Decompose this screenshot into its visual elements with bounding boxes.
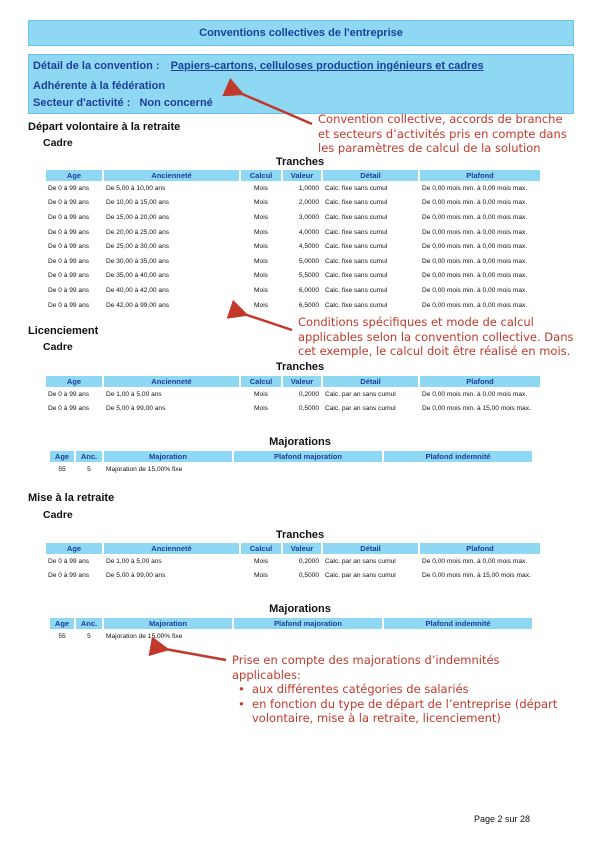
cell-valeur: 5,0000 [298, 257, 319, 265]
cell-plafond: De 0,00 mois min. à 0,00 mois max. [422, 243, 528, 251]
cell-calcul: Mois [254, 572, 268, 580]
cell-detail: Calc. fixe sans cumul [325, 272, 388, 280]
tranches-title: Tranches [275, 156, 325, 168]
cell-age: De 0 à 99 ans [48, 557, 90, 565]
cell-plafond: De 0,00 mois min. à 0,00 mois max. [422, 228, 528, 236]
col-anciennete: Ancienneté [104, 170, 239, 181]
cell-anciennete: De 5,00 à 99,00 ans [106, 572, 166, 580]
cell-detail: Calc. fixe sans cumul [325, 301, 388, 309]
col-age: Age [46, 543, 102, 554]
col-valeur: Valeur [283, 376, 321, 387]
col-age: Age [50, 451, 74, 462]
cell-calcul: Mois [254, 213, 268, 221]
cell-anc: 5 [87, 465, 91, 473]
cell-detail: Calc. par an sans cumul [325, 572, 396, 580]
col-age: Age [46, 376, 102, 387]
col-age: Age [50, 618, 74, 629]
cell-detail: Calc. par an sans cumul [325, 557, 396, 565]
col-anciennete: Ancienneté [104, 376, 239, 387]
col-valeur: Valeur [283, 170, 321, 181]
cell-plafond: De 0,00 mois min. à 0,00 mois max. [422, 301, 528, 309]
cell-plafond: De 0,00 mois min. à 0,00 mois max. [422, 390, 528, 398]
cell-detail: Calc. fixe sans cumul [325, 286, 388, 294]
cell-anciennete: De 1,00 à 5,00 ans [106, 557, 162, 565]
cell-anciennete: De 20,00 à 25,00 ans [106, 228, 170, 236]
cell-detail: Calc. fixe sans cumul [325, 228, 388, 236]
arrow-convention [240, 93, 312, 124]
cell-anciennete: De 30,00 à 35,00 ans [106, 257, 170, 265]
cell-anciennete: De 40,00 à 42,00 ans [106, 286, 170, 294]
col-majoration: Majoration [104, 451, 232, 462]
cell-plafond: De 0,00 mois min. à 0,00 mois max. [422, 199, 528, 207]
cell-plafond: De 0,00 mois min. à 15,00 mois max. [422, 405, 531, 413]
annotation-line: Convention collective, accords de branche [318, 112, 563, 126]
cell-anciennete: De 5,00 à 99,00 ans [106, 405, 166, 413]
tranches-title: Tranches [275, 361, 325, 373]
cell-valeur: 6,5000 [298, 301, 319, 309]
cell-age: De 0 à 99 ans [48, 213, 90, 221]
col-calcul: Calcul [241, 376, 281, 387]
annotation-line: et secteurs d’activités pris en compte dans [318, 126, 567, 141]
cell-detail: Calc. par an sans cumul [325, 405, 396, 413]
col-age: Age [46, 170, 102, 181]
cell-detail: Calc. fixe sans cumul [325, 184, 388, 192]
cell-valeur: 0,5000 [298, 405, 319, 413]
cell-anciennete: De 1,00 à 5,00 ans [106, 390, 162, 398]
cell-calcul: Mois [254, 199, 268, 207]
cell-detail: Calc. fixe sans cumul [325, 199, 388, 207]
tranches-title: Tranches [275, 529, 325, 541]
secteur-label: Secteur d'activité : [33, 97, 131, 109]
cell-valeur: 3,0000 [298, 213, 319, 221]
col-calcul: Calcul [241, 543, 281, 554]
cell-age: De 0 à 99 ans [48, 390, 90, 398]
annotation-line: applicables selon la convention collective. Dans [298, 329, 574, 344]
cell-calcul: Mois [254, 405, 268, 413]
annotation-line: cet exemple, le calcul doit être réalisé en mois. [298, 344, 571, 358]
col-detail: Détail [323, 170, 418, 181]
col-anc: Anc. [76, 618, 102, 629]
cell-anciennete: De 35,00 à 40,00 ans [106, 272, 170, 280]
cell-valeur: 0,5000 [298, 572, 319, 580]
cell-calcul: Mois [254, 184, 268, 192]
annotation-line: Conditions spécifiques et mode de calcul [298, 315, 534, 329]
cell-valeur: 6,0000 [298, 286, 319, 294]
annotation-intro: Prise en compte des majorations d’indemnités applicables: [232, 653, 500, 682]
col-plafond: Plafond [420, 376, 540, 387]
category-cadre: Cadre [43, 509, 73, 521]
col-anciennete: Ancienneté [104, 543, 239, 554]
page-number: Page 2 sur 28 [473, 814, 530, 824]
cell-valeur: 4,0000 [298, 228, 319, 236]
cell-detail: Calc. fixe sans cumul [325, 213, 388, 221]
arrow-majorations [165, 649, 226, 660]
cell-anciennete: De 10,00 à 15,00 ans [106, 199, 170, 207]
col-plafond: Plafond [420, 543, 540, 554]
cell-calcul: Mois [254, 390, 268, 398]
cell-plafond: De 0,00 mois min. à 0,00 mois max. [422, 213, 528, 221]
cell-valeur: 0,2000 [298, 390, 319, 398]
cell-majoration: Majoration de 15,00% fixe [106, 632, 183, 640]
col-plafond-indemnite: Plafond indemnité [384, 451, 532, 462]
majorations-title: Majorations [269, 603, 331, 615]
cell-valeur: 0,2000 [298, 557, 319, 565]
page-title: Conventions collectives de l'entreprise [199, 27, 403, 39]
cell-anciennete: De 5,00 à 10,00 ans [106, 184, 166, 192]
cell-calcul: Mois [254, 272, 268, 280]
cell-majoration: Majoration de 15,00% fixe [106, 465, 183, 473]
cell-age: 55 [58, 465, 66, 473]
col-detail: Détail [323, 376, 418, 387]
cell-age: De 0 à 99 ans [48, 286, 90, 294]
secteur-value: Non concerné [139, 97, 213, 109]
cell-plafond: De 0,00 mois min. à 0,00 mois max. [422, 184, 528, 192]
cell-valeur: 2,0000 [298, 199, 319, 207]
col-anc: Anc. [76, 451, 102, 462]
cell-age: De 0 à 99 ans [48, 572, 90, 580]
cell-calcul: Mois [254, 243, 268, 251]
cell-anciennete: De 25,00 à 30,00 ans [106, 243, 170, 251]
cell-age: De 0 à 99 ans [48, 301, 90, 309]
annotation-bullet: • en fonction du type de départ de l’entreprise (départ volontaire, mise à la retraite, licenciement) [252, 697, 572, 726]
cell-anciennete: De 15,00 à 20,00 ans [106, 213, 170, 221]
majorations-title: Majorations [269, 436, 331, 448]
cell-detail: Calc. fixe sans cumul [325, 257, 388, 265]
convention-detail-link[interactable]: Papiers-cartons, celluloses production ingénieurs et cadres [170, 60, 484, 72]
cell-detail: Calc. par an sans cumul [325, 390, 396, 398]
cell-age: De 0 à 99 ans [48, 228, 90, 236]
cell-calcul: Mois [254, 257, 268, 265]
convention-detail-label: Détail de la convention : [33, 60, 160, 72]
cell-plafond: De 0,00 mois min. à 0,00 mois max. [422, 257, 528, 265]
cell-age: De 0 à 99 ans [48, 405, 90, 413]
col-majoration: Majoration [104, 618, 232, 629]
section-title-mise-retraite: Mise à la retraite [28, 492, 115, 504]
annotation-bullet: • aux différentes catégories de salariés [252, 682, 572, 697]
cell-valeur: 1,0000 [298, 184, 319, 192]
annotation-line: les paramètres de calcul de la solution [318, 141, 541, 155]
cell-valeur: 4,5000 [298, 243, 319, 251]
cell-calcul: Mois [254, 228, 268, 236]
cell-age: De 0 à 99 ans [48, 243, 90, 251]
category-cadre: Cadre [43, 341, 73, 353]
section-title-depart-volontaire: Départ volontaire à la retraite [28, 121, 181, 133]
col-plafond-majoration: Plafond majoration [234, 451, 382, 462]
cell-detail: Calc. fixe sans cumul [325, 243, 388, 251]
cell-plafond: De 0,00 mois min. à 0,00 mois max. [422, 272, 528, 280]
cell-plafond: De 0,00 mois min. à 0,00 mois max. [422, 557, 528, 565]
cell-anc: 5 [87, 632, 91, 640]
category-cadre: Cadre [43, 137, 73, 149]
cell-age: De 0 à 99 ans [48, 272, 90, 280]
arrow-conditions [244, 314, 292, 330]
cell-plafond: De 0,00 mois min. à 15,00 mois max. [422, 572, 531, 580]
cell-calcul: Mois [254, 301, 268, 309]
cell-age: De 0 à 99 ans [48, 184, 90, 192]
cell-age: De 0 à 99 ans [48, 257, 90, 265]
col-plafond: Plafond [420, 170, 540, 181]
cell-anciennete: De 42,00 à 99,00 ans [106, 301, 170, 309]
adherente-line: Adhérente à la fédération [33, 80, 166, 92]
cell-calcul: Mois [254, 557, 268, 565]
col-valeur: Valeur [283, 543, 321, 554]
cell-plafond: De 0,00 mois min. à 0,00 mois max. [422, 286, 528, 294]
col-detail: Détail [323, 543, 418, 554]
col-plafond-indemnite: Plafond indemnité [384, 618, 532, 629]
cell-age: 55 [58, 632, 66, 640]
cell-calcul: Mois [254, 286, 268, 294]
cell-age: De 0 à 99 ans [48, 199, 90, 207]
col-calcul: Calcul [241, 170, 281, 181]
cell-valeur: 5,5000 [298, 272, 319, 280]
section-title-licenciement: Licenciement [28, 325, 99, 337]
col-plafond-majoration: Plafond majoration [234, 618, 382, 629]
